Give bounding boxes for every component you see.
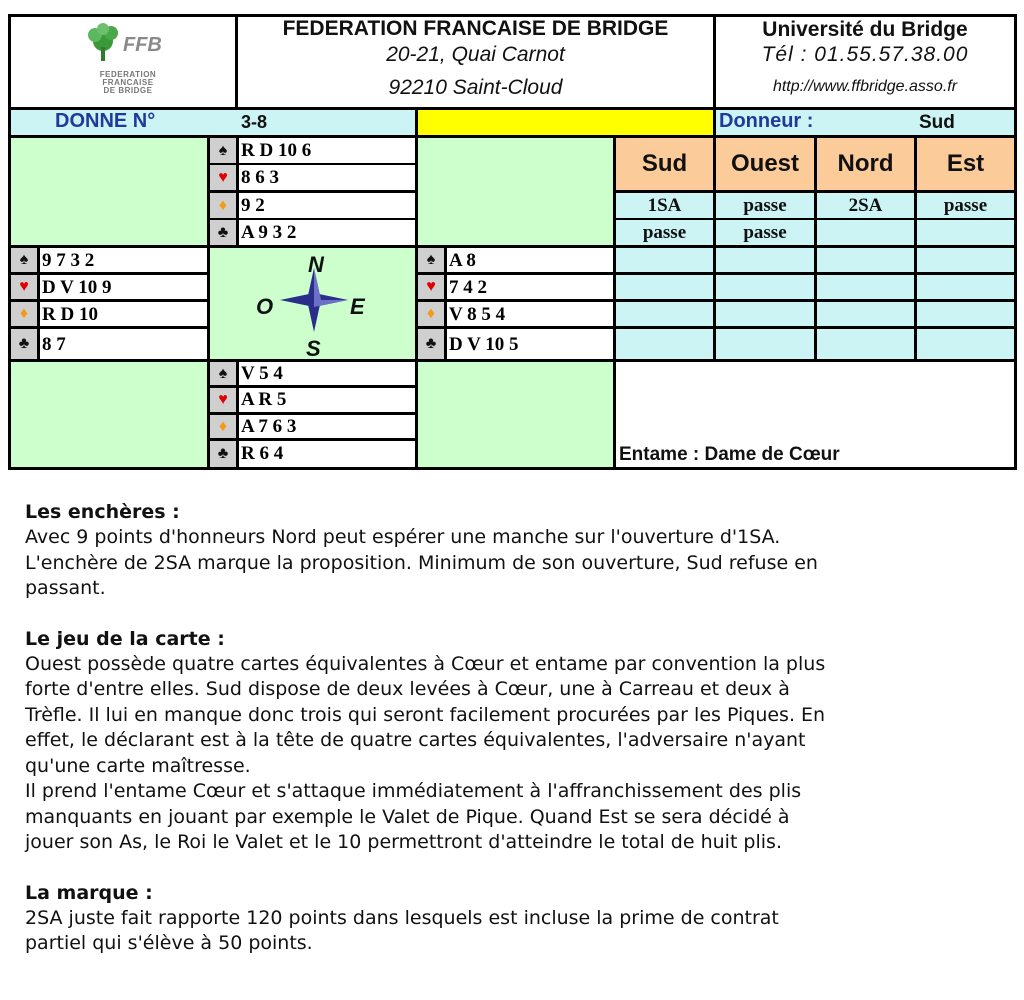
east-hearts: 7 4 2 (447, 275, 613, 299)
bid-cell: 2SA (817, 193, 914, 218)
diamond-icon: ♦ (11, 302, 37, 326)
seat-header-est: Est (917, 138, 1014, 190)
bid-cell (616, 302, 713, 326)
encheres-heading: Les enchères : (25, 501, 180, 523)
club-icon: ♣ (418, 329, 444, 359)
club-icon: ♣ (210, 220, 236, 245)
east-clubs: D V 10 5 (447, 329, 613, 359)
north-clubs: A 9 3 2 (239, 220, 415, 245)
spade-icon: ♠ (418, 248, 444, 272)
south-hearts: A R 5 (239, 388, 415, 412)
marque-paragraph: 2SA juste fait rapporte 120 points dans lesquels est incluse la prime de contrat partiel qui s'élève à 50 points. (25, 906, 779, 954)
entame-cell (616, 362, 1014, 467)
empty-nw (11, 138, 207, 245)
contract-cell (418, 110, 713, 135)
north-hand (210, 138, 415, 245)
south-clubs: R 6 4 (239, 441, 415, 467)
bid-cell (817, 275, 914, 299)
federation-name: FEDERATION FRANCAISE DE BRIDGE (282, 17, 669, 40)
donneur-cell (716, 110, 1014, 135)
compass-rose-icon (210, 248, 415, 359)
empty-se (418, 362, 613, 467)
bid-cell: passe (716, 193, 814, 218)
bid-cell (917, 302, 1014, 326)
address-line-1: 20-21, Quai Carnot (386, 43, 565, 66)
empty-ne (418, 138, 613, 245)
bid-cell: passe (917, 193, 1014, 218)
marque-heading: La marque : (25, 881, 153, 904)
spade-icon: ♠ (11, 248, 37, 272)
bid-cell (817, 329, 914, 359)
empty-sw (11, 362, 207, 467)
club-icon: ♣ (11, 329, 37, 359)
address-line-2: 92210 Saint-Cloud (388, 76, 563, 99)
bid-cell: passe (716, 220, 814, 245)
diamond-icon: ♦ (210, 193, 236, 218)
west-clubs: 8 7 (40, 329, 207, 359)
bid-cell (917, 275, 1014, 299)
commentary (25, 500, 1005, 957)
bid-cell: 1SA (616, 193, 713, 218)
spade-icon: ♠ (210, 362, 236, 385)
west-hand (11, 248, 207, 359)
east-spades: A 8 (447, 248, 613, 272)
bid-cell (817, 220, 914, 245)
telephone: Tél : 01.55.57.38.00 (761, 43, 969, 66)
deal-board (8, 14, 1017, 470)
donne-label: DONNE N° (55, 110, 156, 132)
diamond-icon: ♦ (418, 302, 444, 326)
bid-cell (917, 248, 1014, 272)
north-spades: R D 10 6 (239, 138, 415, 163)
bid-cell (616, 329, 713, 359)
donneur-label: Donneur : (719, 110, 814, 132)
bid-cell (917, 329, 1014, 359)
east-hand (418, 248, 613, 359)
federation-cell (238, 17, 713, 107)
donneur-value: Sud (919, 112, 955, 133)
bid-cell (817, 248, 914, 272)
west-spades: 9 7 3 2 (40, 248, 207, 272)
bid-cell (716, 275, 814, 299)
logo-text: FFB (123, 34, 162, 56)
heart-icon: ♥ (210, 388, 236, 412)
compass-east: E (350, 294, 365, 319)
compass-south: S (306, 336, 321, 359)
bid-cell (716, 329, 814, 359)
heart-icon: ♥ (11, 275, 37, 299)
diamond-icon: ♦ (210, 415, 236, 438)
north-diamonds: 9 2 (239, 193, 415, 218)
jeu-heading: Le jeu de la carte : (25, 627, 225, 650)
spade-icon: ♠ (210, 138, 236, 163)
heart-icon: ♥ (210, 165, 236, 190)
seat-header-nord: Nord (817, 138, 914, 190)
south-diamonds: A 7 6 3 (239, 415, 415, 438)
bid-cell (817, 302, 914, 326)
jeu-paragraph: Ouest possède quatre cartes équivalentes à Cœur et entame par convention la plus forte d'entre elles. Sud dispose de deux levées à Cœur, une à Carreau et deux à Trèfle. Il lui en manque donc trois qui seront facilement procurées par les Piques. En effet, le déclarant est à la tête de quatre cartes équivalentes, l'adversaire n'ayant qu'une carte maîtresse. Il prend l'entame Cœur et s'attaque immédiatement à l'affranchissement des plis manquants en jouant par exemple le Valet de Pique. Quand Est se sera décidé à jouer son As, le Roi le Valet et le 10 permettront d'atteindre le total de huit plis. (25, 652, 826, 853)
bid-cell (616, 275, 713, 299)
heart-icon: ♥ (418, 275, 444, 299)
seat-header-ouest: Ouest (716, 138, 814, 190)
seat-header-sud: Sud (616, 138, 713, 190)
west-diamonds: R D 10 (40, 302, 207, 326)
south-spades: V 5 4 (239, 362, 415, 385)
west-hearts: D V 10 9 (40, 275, 207, 299)
north-hearts: 8 6 3 (239, 165, 415, 190)
tree-icon (83, 23, 173, 67)
bid-cell (716, 248, 814, 272)
bid-cell (917, 220, 1014, 245)
ffb-logo (83, 23, 173, 103)
logo-subtitle: FEDERATION FRANCAISE DE BRIDGE (99, 70, 157, 95)
logo-cell (11, 17, 235, 107)
bid-cell (616, 248, 713, 272)
south-hand (210, 362, 415, 467)
east-diamonds: V 8 5 4 (447, 302, 613, 326)
compass-cell (210, 248, 415, 359)
encheres-paragraph: Avec 9 points d'honneurs Nord peut espérer une manche sur l'ouverture d'1SA. L'enchère de 2SA marque la proposition. Minimum de son ouverture, Sud refuse en passant. (25, 526, 818, 599)
bid-cell: passe (616, 220, 713, 245)
entame-text: Entame : Dame de Cœur (619, 444, 840, 465)
bid-cell (716, 302, 814, 326)
donne-number: 3-8 (241, 112, 268, 132)
website-url: http://www.ffbridge.asso.fr (772, 78, 958, 95)
donne-cell (11, 110, 415, 135)
club-icon: ♣ (210, 441, 236, 467)
compass-west: O (256, 294, 274, 319)
universite-name: Université du Bridge (762, 18, 968, 41)
universite-cell (716, 17, 1014, 107)
compass-north: N (308, 252, 324, 277)
